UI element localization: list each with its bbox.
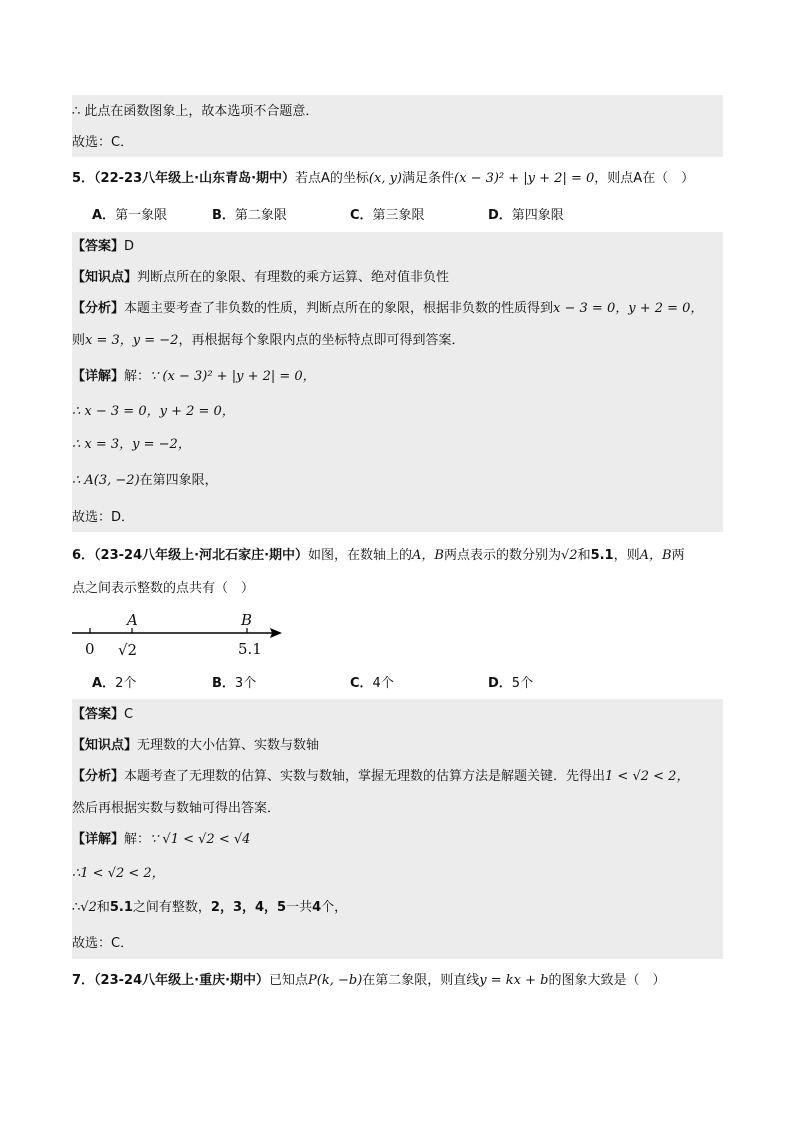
q6-knowledge-label: 【知识点】: [72, 738, 138, 753]
q5-analysis-label: 【分析】: [72, 301, 125, 316]
q6-source: （23-24八年级上·河北石家庄·期中）: [94, 548, 309, 563]
q5-analysis-line1: [72, 300, 703, 318]
q6-analysis-1a: 本题考查了无理数的估算、实数与数轴，掌握无理数的估算方法是解题关键．先得出: [124, 769, 606, 784]
q6-option-a: [92, 675, 136, 693]
q6-stem-1h: A，B: [639, 548, 672, 563]
q6-detail-1a: 解：: [124, 832, 151, 847]
q6-detail-3e: 之间有整数，: [132, 900, 211, 915]
q5-detail-1b: ∵ (x − 3)² + |y + 2| = 0，: [150, 369, 316, 384]
q6-option-a-text: 2个: [115, 676, 137, 691]
q7-number: 7．: [72, 973, 95, 988]
q6-option-c: [350, 675, 394, 693]
q6-stem-1i: 两: [671, 548, 685, 563]
q5-option-c-key: C．: [350, 208, 373, 223]
q5-detail-4b: 在第四象限，: [139, 473, 218, 488]
q5-detail-4a: ∴ A(3, −2): [72, 473, 140, 488]
point-b-label: B: [241, 611, 253, 629]
q5-condition: (x − 3)² + |y + 2| = 0: [454, 171, 595, 186]
q5-option-b-text: 第二象限: [234, 208, 287, 223]
q6-detail-3f: 2，3，4，5: [210, 900, 287, 915]
point-a-value: √2: [118, 641, 138, 659]
q6-detail-3h: 4: [312, 900, 322, 915]
q5-detail-line1: [72, 368, 316, 386]
q6-option-b: [212, 675, 256, 693]
q7-stem-b: 在第二象限，则直线: [362, 973, 480, 988]
q6-option-c-text: 4个: [372, 676, 394, 691]
q6-option-d-text: 5个: [511, 676, 534, 691]
q6-answer-value: C: [124, 707, 134, 722]
q6-option-d: [488, 675, 533, 693]
q6-knowledge: [72, 737, 319, 755]
q5-analysis-2b: x = 3，y = −2: [85, 333, 179, 348]
q5-stem-c: ，则点A在（ ）: [594, 171, 695, 186]
q7-line-eq: y = kx + b: [479, 973, 549, 988]
q6-option-b-key: B．: [212, 676, 235, 691]
q5-option-c: [350, 207, 425, 225]
q6-detail-line1: [72, 831, 250, 849]
q5-option-c-text: 第三象限: [372, 208, 425, 223]
q6-stem-1f: 5.1: [590, 548, 614, 563]
q6-stem-line1: [72, 547, 685, 565]
q5-answer-value: D: [124, 239, 135, 254]
q6-detail-3i: 个，: [321, 900, 348, 915]
prev-answer-line2: 故选：C．: [72, 135, 134, 150]
q6-stem-1g: ，则: [613, 548, 640, 563]
number-line-zero: 0: [85, 640, 95, 658]
prev-answer-line1: ∴ 此点在函数图象上，故本选项不合题意．: [72, 104, 319, 119]
q7-stem-a: 已知点: [269, 973, 309, 988]
q6-detail-1b: ∵ √1 < √2 < √4: [150, 832, 251, 847]
q5-analysis-1b: x − 3 = 0，y + 2 = 0，: [553, 301, 704, 316]
q5-analysis-2c: ，再根据每个象限内点的坐标特点即可得到答案．: [178, 333, 465, 348]
q6-option-c-key: C．: [350, 676, 373, 691]
q5-coord: (x, y): [368, 171, 403, 186]
point-a-label: A: [127, 611, 138, 629]
q5-analysis-line2: [72, 332, 464, 350]
q5-option-d: [488, 207, 564, 225]
q5-detail-line4: [72, 472, 218, 490]
q6-detail-line4: 故选：C．: [72, 936, 134, 951]
q5-detail-label: 【详解】: [72, 369, 125, 384]
q5-stem-a: 若点A的坐标: [295, 171, 369, 186]
q5-knowledge: [72, 269, 449, 287]
q5-analysis-1a: 本题主要考查了非负数的性质，判断点所在的象限，根据非负数的性质得到: [124, 301, 554, 316]
point-b-value: 5.1: [238, 640, 262, 658]
q5-option-d-key: D．: [488, 208, 512, 223]
q7-source: （23-24八年级上·重庆·期中）: [94, 973, 270, 988]
q6-answer: [72, 706, 133, 724]
q6-stem-1a: 如图，在数轴上的: [308, 548, 413, 563]
q5-detail-line3: ∴ x = 3，y = −2，: [72, 437, 191, 452]
q6-option-a-key: A．: [92, 676, 116, 691]
q5-analysis-2a: 则: [72, 333, 86, 348]
q5-option-a-key: A．: [92, 208, 116, 223]
q5-detail-line5: 故选：D．: [72, 510, 135, 525]
q6-answer-label: 【答案】: [72, 707, 125, 722]
q6-detail-line2: ∴1 < √2 < 2，: [72, 866, 165, 881]
q5-option-a: [92, 207, 167, 225]
q5-option-b-key: B．: [212, 208, 235, 223]
q5-detail-line2: ∴ x − 3 = 0，y + 2 = 0，: [72, 404, 235, 419]
q5-source: （22-23八年级上·山东青岛·期中）: [94, 171, 296, 186]
q5-answer: [72, 238, 134, 256]
q5-stem: [72, 170, 694, 188]
q5-option-b: [212, 207, 287, 225]
q7-point: P(k, −b): [308, 973, 363, 988]
q6-detail-label: 【详解】: [72, 832, 125, 847]
q5-knowledge-label: 【知识点】: [72, 270, 138, 285]
q5-answer-label: 【答案】: [72, 239, 125, 254]
q5-knowledge-text: 判断点所在的象限、有理数的乘方运算、绝对值非负性: [137, 270, 450, 285]
q6-analysis-line2: 然后再根据实数与数轴可得出答案．: [72, 801, 281, 816]
q6-analysis-1b: 1 < √2 < 2，: [605, 769, 690, 784]
q6-stem-1c: 两点表示的数分别为: [443, 548, 561, 563]
q6-detail-3b: √2: [80, 900, 97, 915]
q6-detail-3d: 5.1: [109, 900, 133, 915]
q6-detail-3g: 一共: [286, 900, 313, 915]
q7-stem-c: 的图象大致是（ ）: [548, 973, 666, 988]
q6-detail-3c: 和: [96, 900, 110, 915]
q6-stem-line2: 点之间表示整数的点共有（ ）: [72, 581, 255, 596]
q5-number: 5．: [72, 171, 95, 186]
q6-option-b-text: 3个: [234, 676, 257, 691]
q6-analysis-line1: [72, 768, 689, 786]
q5-detail-1a: 解：: [124, 369, 151, 384]
q5-option-a-text: 第一象限: [115, 208, 168, 223]
q6-detail-line3: [72, 899, 347, 917]
q6-option-d-key: D．: [488, 676, 512, 691]
q6-stem-1d: √2: [561, 548, 578, 563]
q6-knowledge-text: 无理数的大小估算、实数与数轴: [137, 738, 320, 753]
q6-stem-1e: 和: [577, 548, 591, 563]
q6-number: 6．: [72, 548, 95, 563]
q6-analysis-label: 【分析】: [72, 769, 125, 784]
q6-stem-1b: A，B: [412, 548, 444, 563]
q5-option-d-text: 第四象限: [511, 208, 564, 223]
q5-stem-b: 满足条件: [402, 171, 455, 186]
q7-stem: [72, 972, 666, 990]
q6-detail-3a: ∴: [72, 900, 81, 915]
